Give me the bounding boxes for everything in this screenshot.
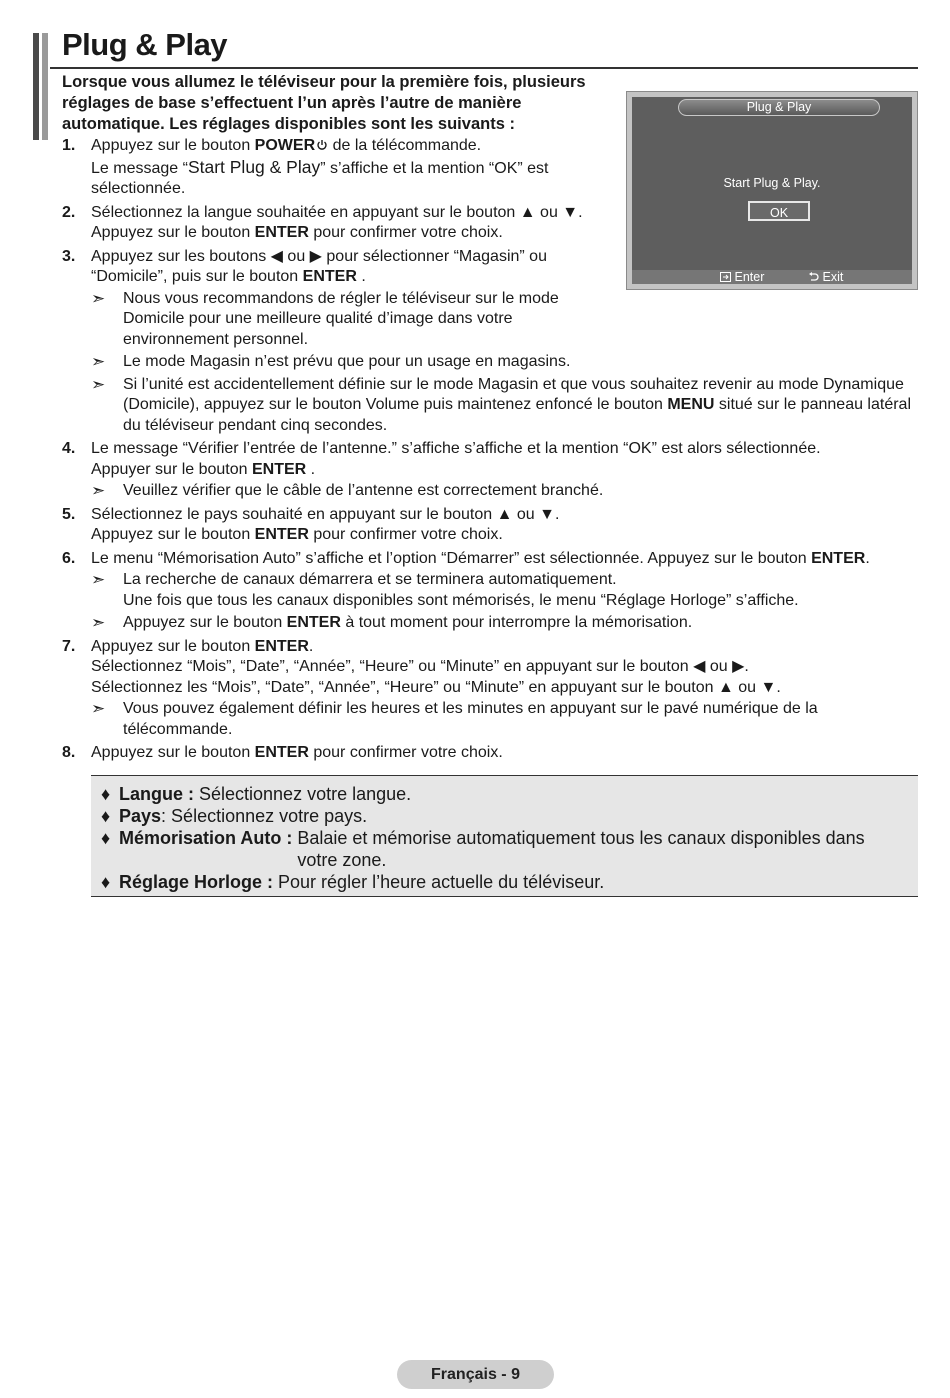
steps-list xyxy=(62,136,922,767)
step-7-line3: Sélectionnez les “Mois”, “Date”, “Année”, “Heure” ou “Minute” en appuyant sur le bouton ▲ ou ▼. xyxy=(91,678,781,696)
intro-text: Lorsque vous allumez le téléviseur pour la première fois, plusieurs réglages de base s’effectuent l’un après l’autre de manière automatique. Les réglages disponibles sont les suivants : xyxy=(62,73,586,133)
summary-desc: Pour régler l’heure actuelle du téléviseur. xyxy=(273,872,605,892)
note-text: Nous vous recommandons de régler le téléviseur sur le mode Domicile pour une meilleure qualité d’image dans votre environnement personnel. xyxy=(123,289,559,348)
note-arrow-icon: ➣ xyxy=(91,613,106,632)
text: . xyxy=(306,460,316,478)
summary-desc: : Sélectionnez votre pays. xyxy=(161,806,368,826)
step-number: 2. xyxy=(62,203,76,221)
summary-item-pays xyxy=(101,805,918,827)
osd-message-ref: Start Plug & Play xyxy=(187,156,321,177)
step-5-line2 xyxy=(91,525,922,546)
summary-term: Langue : xyxy=(119,784,194,804)
osd-message: Start Plug & Play. xyxy=(723,176,821,190)
enter-label: ENTER xyxy=(252,460,307,478)
text: de la télécommande. xyxy=(328,137,482,154)
step-2 xyxy=(62,203,651,244)
step-number: 4. xyxy=(62,440,76,457)
summary-item-horloge xyxy=(101,871,918,893)
note-arrow-icon: ➣ xyxy=(91,352,106,371)
step-number: 5. xyxy=(62,505,76,523)
note-arrow-icon: ➣ xyxy=(91,481,106,500)
note-text: Une fois que tous les canaux disponibles sont mémorisés, le menu “Réglage Horloge” s’affiche. xyxy=(123,591,799,609)
enter-label: ENTER xyxy=(254,224,309,241)
enter-label: ENTER xyxy=(286,614,341,631)
step-3-text xyxy=(91,247,581,288)
note-text: Vous pouvez également définir les heures et les minutes en appuyant sur le pavé numérique de la télécommande. xyxy=(123,700,818,738)
note xyxy=(91,570,922,611)
menu-label: MENU xyxy=(667,396,715,413)
step-7-line1 xyxy=(91,637,922,658)
power-icon xyxy=(316,139,328,151)
step-8 xyxy=(62,743,922,764)
step-3 xyxy=(62,247,922,437)
note-arrow-icon: ➣ xyxy=(91,288,106,308)
summary-term: Pays xyxy=(119,806,162,826)
summary-desc: Balaie et mémorise automatiquement tous les canaux disponibles dans votre zone. xyxy=(297,828,865,870)
text: Appuyez sur le bouton xyxy=(91,137,255,154)
osd-ok-button: OK xyxy=(748,201,810,221)
text: Appuyez sur le bouton xyxy=(91,526,255,543)
step-5 xyxy=(62,505,922,546)
text: Appuyez sur le bouton xyxy=(91,744,255,761)
text: . xyxy=(356,268,366,285)
step-6 xyxy=(62,549,922,634)
enter-label: ENTER xyxy=(811,549,866,567)
step-1 xyxy=(62,136,601,200)
text: pour confirmer votre choix. xyxy=(308,526,503,543)
enter-label: ENTER xyxy=(254,526,309,543)
note xyxy=(91,699,913,740)
step-1-line1 xyxy=(91,136,601,157)
note-text: Si l’unité est accidentellement définie sur le mode Magasin et que vous souhaitez revenir au mode Dynamique (Domicile), appuyez sur le bouton Volume puis maintenez enfoncé le bouton xyxy=(123,375,904,413)
step-4 xyxy=(62,439,922,502)
step-5-line1: Sélectionnez le pays souhaité en appuyant sur le bouton ▲ ou ▼. xyxy=(91,505,560,523)
osd-title: Plug & Play xyxy=(678,99,880,116)
text: pour confirmer votre choix. xyxy=(308,744,503,761)
text: Le menu “Mémorisation Auto” s’affiche et l’option “Démarrer” est sélectionnée. Appuyez sur le bouton xyxy=(91,549,812,567)
text: Appuyez sur le bouton xyxy=(91,637,255,655)
step-2-line1: Sélectionnez la langue souhaitée en appuyant sur le bouton ▲ ou ▼. xyxy=(91,203,583,221)
diamond-bullet-icon: ♦ xyxy=(101,872,111,892)
summary-term: Mémorisation Auto : xyxy=(119,828,293,848)
title-divider xyxy=(50,67,918,69)
section-bar-dark xyxy=(33,33,39,140)
note xyxy=(91,613,922,634)
note-arrow-icon: ➣ xyxy=(91,699,106,718)
note-text: situé sur le panneau latéral du téléviseur pendant cinq secondes. xyxy=(123,396,912,434)
text: Appuyer sur le bouton xyxy=(91,460,252,478)
note-text: La recherche de canaux démarrera et se terminera automatiquement. xyxy=(123,571,617,588)
summary-desc: Sélectionnez votre langue. xyxy=(194,784,412,804)
osd-exit-label: Exit xyxy=(822,270,844,284)
settings-summary-box xyxy=(91,775,918,897)
step-number: 6. xyxy=(62,549,76,567)
step-number: 3. xyxy=(62,247,76,265)
step-7-line2: Sélectionnez “Mois”, “Date”, “Année”, “Heure” ou “Minute” en appuyant sur le bouton ◀ ou ▶. xyxy=(91,658,749,675)
page-number-badge: Français - 9 xyxy=(397,1360,554,1389)
note xyxy=(91,289,583,351)
text: . xyxy=(308,637,314,655)
diamond-bullet-icon: ♦ xyxy=(101,806,111,826)
note-arrow-icon: ➣ xyxy=(91,570,106,589)
note xyxy=(91,352,922,373)
note-text: Veuillez vérifier que le câble de l’antenne est correctement branché. xyxy=(123,482,604,499)
text: . xyxy=(865,549,870,567)
note-arrow-icon: ➣ xyxy=(91,374,106,394)
diamond-bullet-icon: ♦ xyxy=(101,828,111,848)
note-text: Appuyez sur le bouton xyxy=(123,614,287,631)
step-number: 8. xyxy=(62,744,76,761)
enter-label: ENTER xyxy=(254,637,309,655)
step-4-line2 xyxy=(91,460,922,481)
section-bar-light xyxy=(42,33,48,140)
step-number: 7. xyxy=(62,637,76,655)
text: pour confirmer votre choix. xyxy=(308,224,503,241)
text: Le message “ xyxy=(91,159,188,177)
step-6-line1 xyxy=(91,549,922,570)
text: ” s’affiche et la mention “OK” est sélectionnée. xyxy=(91,159,549,197)
step-4-line1: Le message “Vérifier l’entrée de l’antenne.” s’affiche s’affiche et la mention “OK” est alors sélectionnée. xyxy=(91,440,821,457)
note-text: à tout moment pour interrompre la mémorisation. xyxy=(340,614,693,631)
summary-item-langue xyxy=(101,783,918,805)
diamond-bullet-icon: ♦ xyxy=(101,784,111,804)
summary-term: Réglage Horloge : xyxy=(119,872,274,892)
step-1-line2 xyxy=(91,157,601,200)
step-7 xyxy=(62,637,922,741)
power-label: POWER xyxy=(254,137,316,154)
note xyxy=(91,375,922,437)
note xyxy=(91,481,922,502)
enter-label: ENTER xyxy=(254,744,309,761)
text: Appuyez sur les boutons ◀ ou ▶ pour sélectionner “Magasin” ou “Domicile”, puis sur le bouton xyxy=(91,247,547,285)
text: Appuyez sur le bouton xyxy=(91,224,255,241)
enter-label: ENTER xyxy=(302,268,357,285)
step-2-line2 xyxy=(91,223,651,244)
page-title: Plug & Play xyxy=(62,27,228,62)
summary-item-memorisation xyxy=(101,827,918,871)
note-text: Le mode Magasin n’est prévu que pour un usage en magasins. xyxy=(123,353,571,370)
osd-enter-label: Enter xyxy=(734,270,765,284)
step-number: 1. xyxy=(62,137,76,154)
step-8-line1 xyxy=(91,743,922,764)
